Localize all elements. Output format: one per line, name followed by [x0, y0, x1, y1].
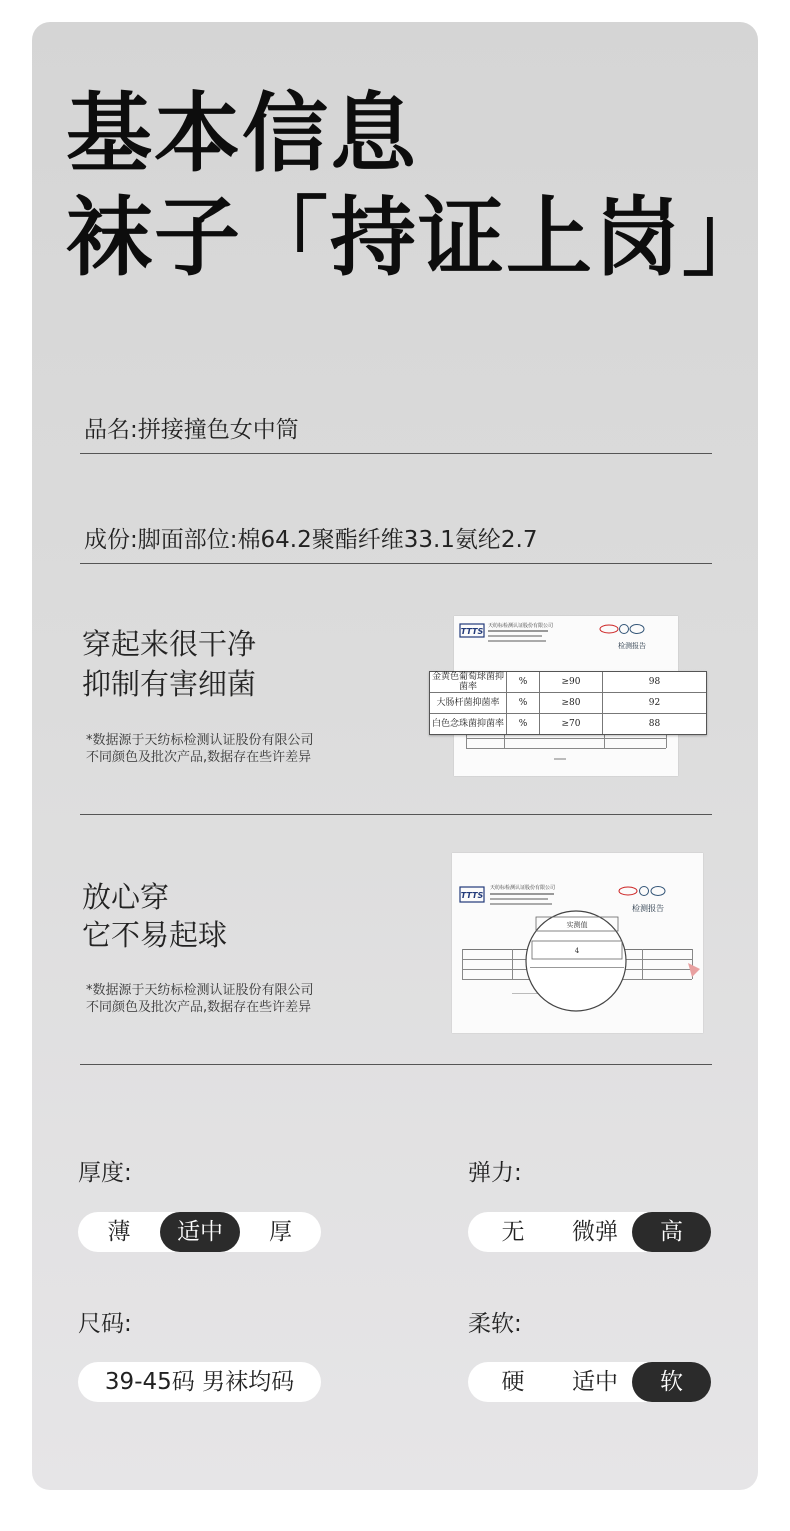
pilling-report-company: 天纺标检测认证股份有限公司 — [490, 885, 556, 891]
feature-2-note-line-2: 不同颜色及批次产品,数据存在些许差异 — [86, 1000, 312, 1015]
divider-2 — [80, 1063, 712, 1065]
info-card — [32, 22, 770, 1490]
feature-1-title-line-1: 穿起来很干净 — [82, 627, 257, 661]
feature-1-note-line-1: *数据源于天纺标检测认证股份有限公司 — [86, 733, 314, 748]
size-value: 39-45码 男袜均码 — [104, 1369, 295, 1395]
feature-1-title-line-2: 抑制有害细菌 — [82, 667, 257, 701]
thickness-selector — [78, 1212, 321, 1252]
title-line-2: 袜子「持证上岗」 — [66, 188, 770, 288]
report-heading: 检测报告 — [618, 642, 646, 650]
elasticity-option-none: 无 — [501, 1219, 525, 1245]
size-label: 尺码: — [78, 1311, 132, 1337]
softness-label: 柔软: — [468, 1311, 522, 1337]
elasticity-selector — [468, 1212, 711, 1252]
pilling-report-image — [452, 853, 703, 1033]
pilling-report-document-icon — [452, 853, 703, 1033]
thickness-option-medium: 适中 — [160, 1212, 240, 1252]
feature-1-note-line-2: 不同颜色及批次产品,数据存在些许差异 — [86, 750, 312, 765]
product-name: 品名:拼接撞色女中筒 — [84, 417, 299, 443]
report-logo: TTTS — [460, 627, 484, 636]
softness-option-soft: 软 — [632, 1362, 711, 1402]
thickness-option-thick: 厚 — [269, 1219, 292, 1245]
thickness-option-thin: 薄 — [107, 1219, 131, 1245]
composition-row — [80, 517, 712, 564]
result-row-3: 白色念珠菌抑菌率 % ≥70 88 — [430, 714, 706, 734]
feature-2-title-line-2: 它不易起球 — [82, 918, 228, 952]
pilling-report-logo: TTTS — [460, 891, 484, 900]
softness-option-medium: 适中 — [572, 1369, 618, 1395]
magnified-value: 4 — [574, 947, 580, 955]
title-line-1: 基本信息 — [66, 84, 418, 184]
softness-option-hard: 硬 — [501, 1369, 525, 1395]
composition: 成份:脚面部位:棉64.2聚酯纤维33.1氨纶2.7 — [84, 527, 538, 553]
magnified-label: 实测值 — [566, 921, 588, 929]
product-name-row — [80, 407, 712, 454]
feature-2-title-line-1: 放心穿 — [82, 880, 170, 914]
softness-selector — [468, 1362, 711, 1402]
antibacterial-result-table — [429, 671, 707, 735]
elasticity-option-high: 高 — [632, 1212, 711, 1252]
thickness-label: 厚度: — [78, 1160, 132, 1186]
elasticity-option-slight: 微弹 — [572, 1219, 618, 1245]
report-company: 天纺标检测认证股份有限公司 — [488, 623, 554, 629]
result-row-2: 大肠杆菌抑菌率 % ≥80 92 — [430, 693, 706, 714]
elasticity-label: 弹力: — [468, 1160, 522, 1186]
size-value-pill — [78, 1362, 321, 1402]
pilling-report-heading: 检测报告 — [632, 904, 664, 913]
feature-2-note-line-1: *数据源于天纺标检测认证股份有限公司 — [86, 983, 314, 998]
divider-1 — [80, 813, 712, 815]
result-row-1: 金黄色葡萄球菌抑菌率 % ≥90 98 — [430, 672, 706, 693]
